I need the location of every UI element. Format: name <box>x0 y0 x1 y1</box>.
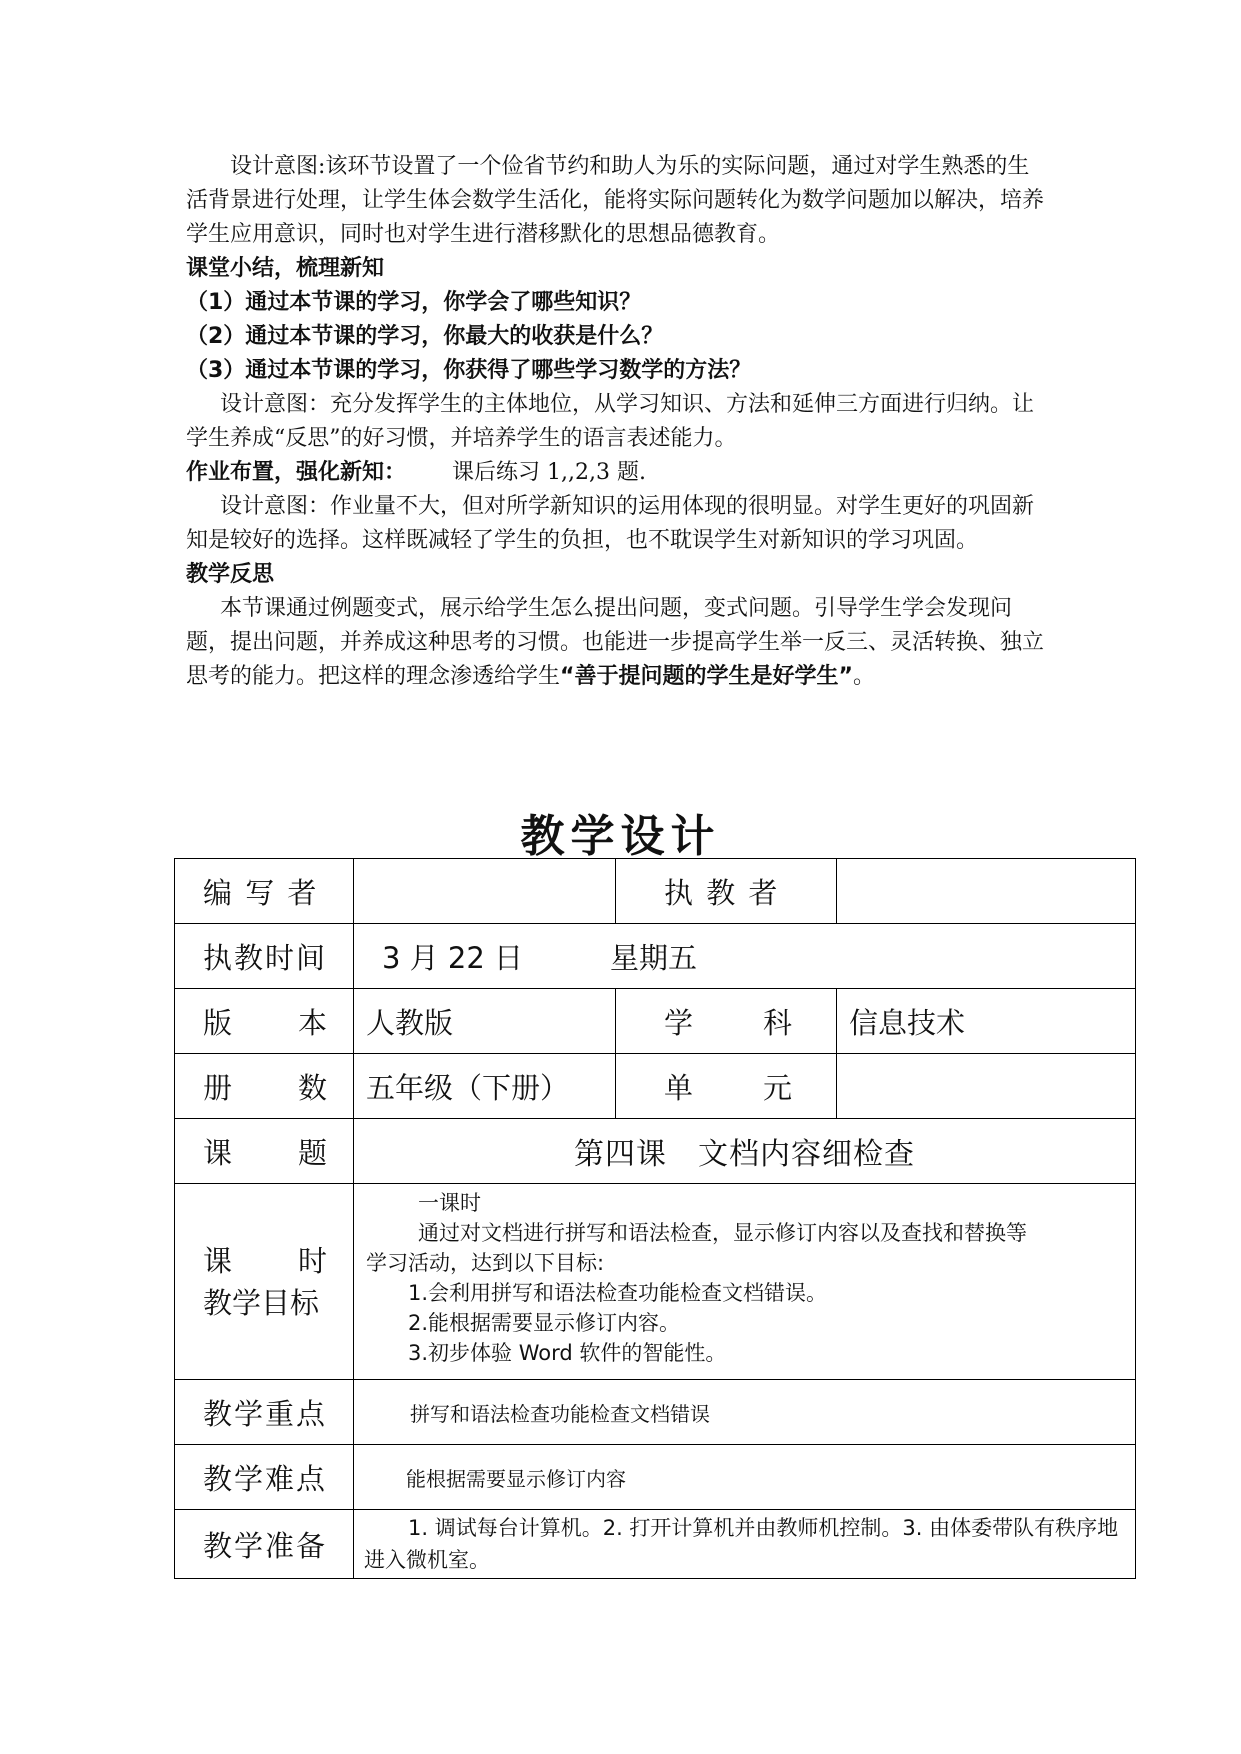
author-value <box>354 859 616 924</box>
reflection-quote: “善于提问题的学生是好学生” <box>560 664 853 689</box>
summary-question-1: （1）通过本节课的学习，你学会了哪些知识？ <box>186 290 642 315</box>
subject-label: 学 科 <box>616 989 837 1054</box>
prep-label: 教学准备 <box>175 1510 354 1579</box>
author-label: 编 写 者 <box>175 859 354 924</box>
summary-question-2: （2）通过本节课的学习，你最大的收获是什么？ <box>186 324 664 349</box>
volume-label: 册 数 <box>175 1054 354 1119</box>
reflection-paragraph <box>186 592 1046 694</box>
goal-line: 1.会利用拼写和语法检查功能检查文档错误。 <box>408 1281 828 1305</box>
teacher-value <box>837 859 1136 924</box>
homework-line <box>186 456 1046 490</box>
design-intent-paragraph-3: 设计意图：作业量不大，但对所学新知识的运用体现的很明显。对学生更好的巩固新知是较好的选择。这样既减轻了学生的负担，也不耽误学生对新知识的学习巩固。 <box>186 494 1035 553</box>
goal-label: 课 时 教学目标 <box>175 1184 354 1380</box>
reflection-text: 本节课通过例题变式，展示给学生怎么提出问题，变式问题。引导学生学会发现问题，提出问题，并养成这种思考的习惯。也能进一步提高学生举一反三、灵活转换、独立思考的能力。把这样的理念渗透给学生 <box>186 596 1045 689</box>
design-title: 教学设计 <box>520 811 721 862</box>
time-value: 3 月 22 日 星期五 <box>354 924 1136 989</box>
key-value: 拼写和语法检查功能检查文档错误 <box>354 1380 1136 1445</box>
table-row <box>175 1380 1136 1445</box>
table-row <box>175 989 1136 1054</box>
subject-value: 信息技术 <box>837 989 1136 1054</box>
table-row <box>175 924 1136 989</box>
lesson-text <box>186 150 1046 694</box>
reflection-end: 。 <box>852 664 875 689</box>
summary-question-3: （3）通过本节课的学习，你获得了哪些学习数学的方法？ <box>186 358 752 383</box>
time-label: 执教时间 <box>175 924 354 989</box>
teacher-label: 执 教 者 <box>616 859 837 924</box>
topic-label: 课 题 <box>175 1119 354 1184</box>
goal-line: 3.初步体验 Word 软件的智能性。 <box>408 1341 727 1365</box>
table-row <box>175 1054 1136 1119</box>
goal-line: 通过对文档进行拼写和语法检查，显示修订内容以及查找和替换等 <box>418 1221 1027 1245</box>
edition-value: 人教版 <box>354 989 616 1054</box>
table-row <box>175 1184 1136 1380</box>
homework-text: 课后练习 1,,2,3 题. <box>452 460 646 485</box>
table-row <box>175 1119 1136 1184</box>
table-row <box>175 1445 1136 1510</box>
key-label: 教学重点 <box>175 1380 354 1445</box>
reflection-heading: 教学反思 <box>186 562 275 587</box>
volume-value: 五年级（下册） <box>354 1054 616 1119</box>
goal-line: 一课时 <box>418 1191 481 1215</box>
unit-label: 单 元 <box>616 1054 837 1119</box>
homework-heading: 作业布置，强化新知： <box>186 460 407 485</box>
design-intent-paragraph-2: 设计意图：充分发挥学生的主体地位，从学习知识、方法和延伸三方面进行归纳。让学生养成“反思”的好习惯，并培养学生的语言表述能力。 <box>186 392 1035 451</box>
difficulty-value: 能根据需要显示修订内容 <box>354 1445 1136 1510</box>
goal-line: 2.能根据需要显示修订内容。 <box>408 1311 681 1335</box>
design-intent-paragraph-1: 设计意图:该环节设置了一个俭省节约和助人为乐的实际问题，通过对学生熟悉的生活背景进行处理，让学生体会数学生活化，能将实际问题转化为数学问题加以解决，培养学生应用意识，同时也对学生进行潜移默化的思想品德教育。 <box>186 154 1045 247</box>
summary-heading: 课堂小结，梳理新知 <box>186 256 385 281</box>
topic-value: 第四课 文档内容细检查 <box>354 1119 1136 1184</box>
goal-content <box>354 1184 1136 1380</box>
unit-value <box>837 1054 1136 1119</box>
difficulty-label: 教学难点 <box>175 1445 354 1510</box>
prep-value: 1. 调试每台计算机。2. 打开计算机并由教师机控制。3. 由体委带队有秩序地进入微机室。 <box>354 1510 1136 1579</box>
table-row <box>175 1510 1136 1579</box>
lesson-design-table <box>174 858 1136 1579</box>
goal-line: 学习活动，达到以下目标: <box>366 1251 605 1275</box>
edition-label: 版 本 <box>175 989 354 1054</box>
table-row <box>175 859 1136 924</box>
